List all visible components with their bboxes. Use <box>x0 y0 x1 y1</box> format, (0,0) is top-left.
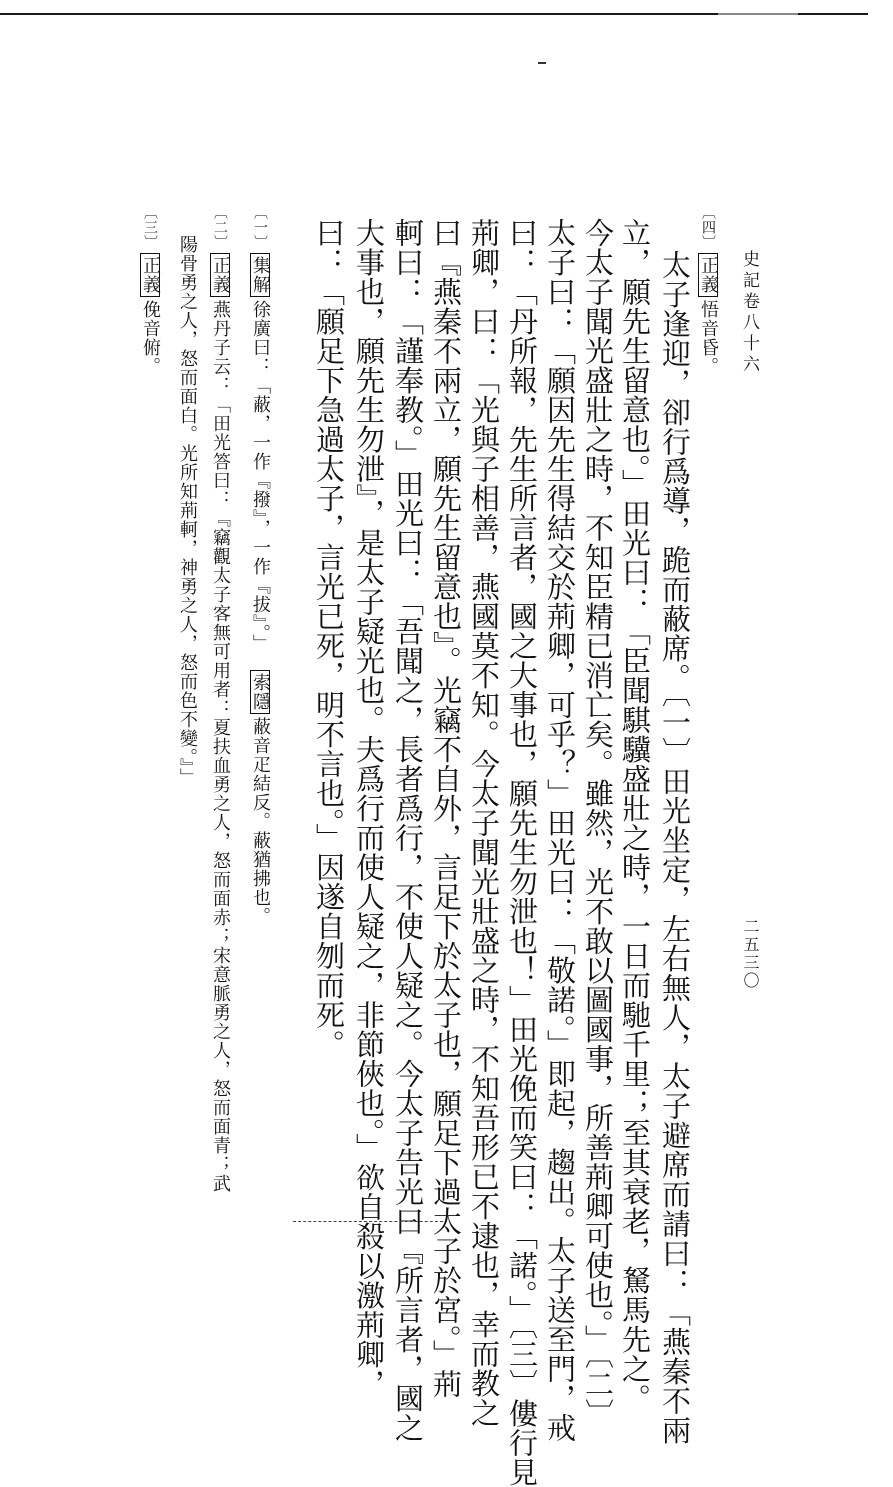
note-text: 悟音昏。 <box>698 300 719 376</box>
running-header: 史記卷八十六 <box>739 250 759 376</box>
main-line-3: 今太子聞光盛壯之時，不知臣精已消亡矣。雖然，光不敢以圖國事，所善荊卿可使也。」〔二〕 <box>581 218 615 1428</box>
footnote-1 <box>250 205 270 926</box>
note-number: 〔一〕 <box>252 205 268 250</box>
top-rule <box>0 13 868 15</box>
footnote-2 <box>210 205 230 1193</box>
main-line-7: 曰『燕秦不兩立，願先生留意也』。光竊不自外，言足下於太子也，願足下過太子於宮。」荊 <box>429 218 463 1399</box>
note-number: 〔二〕 <box>212 205 228 250</box>
main-line-1: 太子逢迎，卻行爲導，跪而蔽席。〔一〕田光坐定，左右無人，太子避席而請曰：「燕秦不兩 <box>658 250 692 1445</box>
bottom-rule <box>293 1221 443 1223</box>
note-number: 〔三〕 <box>142 205 158 250</box>
note-tag-suoyin: 索隱 <box>250 670 270 714</box>
pre-note <box>698 205 718 376</box>
main-line-10: 曰：「願足下急過太子，言光已死，明不言也。」因遂自刎而死。 <box>312 218 346 1059</box>
main-line-4: 太子曰：「願因先生得結交於荊卿，可乎？」田光曰：「敬諾。」即起，趨出。太子送至門，戒 <box>543 218 577 1443</box>
main-line-8: 軻曰：「謹奉教。」田光曰：「吾聞之，長者爲行，不使人疑之。今太子告光曰『所言者，國之 <box>391 218 425 1443</box>
note-tag-zhengyi: 正義 <box>140 253 160 297</box>
scan-mark <box>538 62 546 64</box>
note-text: 徐廣曰：「蔽，一作『撥』，一作『拔』。」 <box>250 300 271 653</box>
note-tag-zhengyi: 正義 <box>698 253 718 297</box>
page-number: 二五三〇 <box>741 918 760 990</box>
note-tag-zhengyi: 正義 <box>210 253 230 297</box>
note-number: 〔四〕 <box>700 205 716 250</box>
main-line-6: 荊卿，曰：「光與子相善，燕國莫不知。今太子聞光壯盛之時，不知吾形已不逮也，幸而教之 <box>467 218 501 1428</box>
note-text: 俛音俯。 <box>140 300 161 376</box>
main-line-2: 立，願先生留意也。」田光曰：「臣聞騏驥盛壯之時，一日而馳千里；至其衰老，駑馬先之。 <box>618 218 652 1413</box>
footnote-3 <box>140 205 160 376</box>
note-text: 燕丹子云：「田光答曰：『竊觀太子客無可用者：夏扶血勇之人，怒而面赤；宋意脈勇之人，怒而面青；武 <box>210 300 231 1193</box>
footnote-2-continuation: 陽骨勇之人，怒而面白。光所知荊軻，神勇之人，怒而色不變。』」 <box>177 235 198 787</box>
note-text: 蔽音疋結反。蔽猶拂也。 <box>250 717 271 926</box>
note-tag-jijie: 集解 <box>250 253 270 297</box>
main-line-9: 大事也，願先生勿泄』，是太子疑光也。夫爲行而使人疑之，非節俠也。」欲自殺以激荊卿， <box>352 218 386 1399</box>
main-line-5: 曰：「丹所報，先生所言者，國之大事也，願先生勿泄也！」田光俛而笑曰：「諾。」〔三〕僂行見 <box>505 218 539 1487</box>
